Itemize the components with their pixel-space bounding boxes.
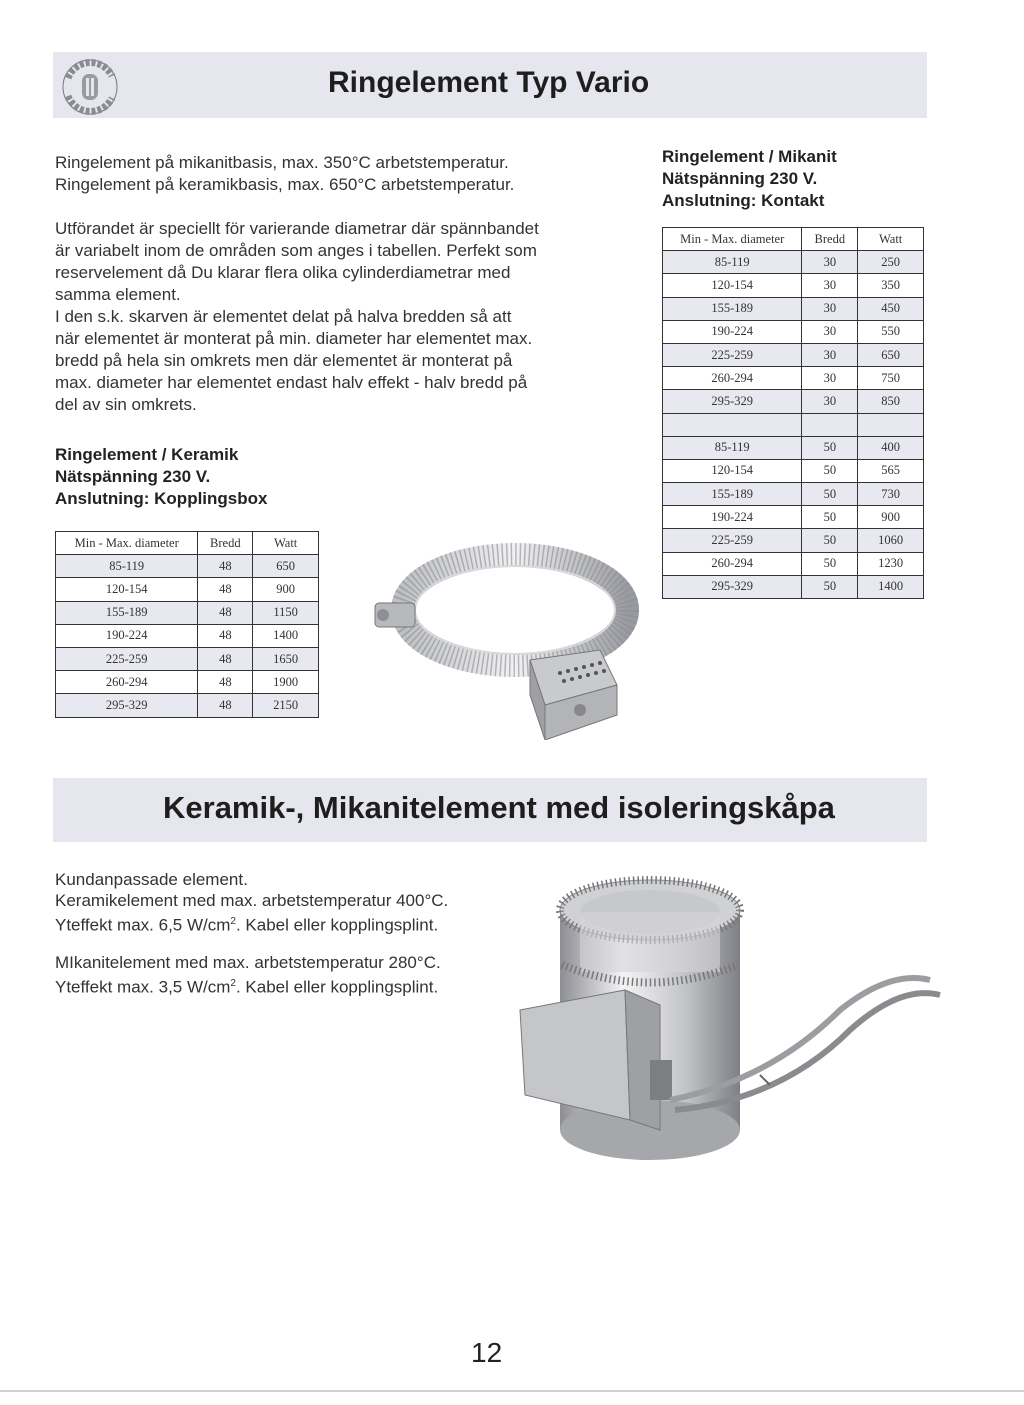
cell-diameter: 120-154 [663,274,802,297]
cell-diameter: 155-189 [663,297,802,320]
cell-watt: 1060 [858,529,924,552]
section-title: Keramik-, Mikanitelement med isoleringskåpa [163,790,835,825]
cell-bredd: 30 [802,320,858,343]
cell-bredd: 48 [198,624,253,647]
mikanit-heading-line: Ringelement / Mikanit [662,147,837,166]
cell-diameter: 260-294 [663,367,802,390]
section2-line [55,911,448,936]
body-line: I den s.k. skarven är elementet delat på halva bredden så att [55,307,512,326]
cell-diameter: 260-294 [663,552,802,575]
cell-bredd: 30 [802,390,858,413]
table-row [663,506,924,529]
body-line: Utförandet är speciellt för varierande diametrar där spännbandet [55,219,539,238]
section2-line-text: Yteffekt max. 6,5 W/cm [55,915,231,935]
cell-watt: 650 [858,343,924,366]
cell-watt: 350 [858,274,924,297]
table-row [663,575,924,598]
table-header-row [663,228,924,251]
cell-watt: 900 [253,578,319,601]
cell-bredd: 30 [802,367,858,390]
cell-bredd: 48 [198,578,253,601]
cell-bredd: 30 [802,343,858,366]
cell-diameter: 120-154 [56,578,198,601]
page-number: 12 [471,1337,503,1368]
cell-bredd: 48 [198,694,253,717]
section2-line-text: . Kabel eller kopplingsplint. [235,977,439,997]
body-line: samma element. [55,285,181,304]
body-line: reservelement då Du klarar flera olika cylinderdiametrar med [55,263,511,282]
column-header: Min - Max. diameter [663,228,802,251]
keramik-table [55,531,319,718]
cell-watt: 400 [858,436,924,459]
cell-bredd: 50 [802,436,858,459]
table-row [663,552,924,575]
column-header: Watt [858,228,924,251]
cell-diameter: 295-329 [663,390,802,413]
footer-rule [0,1390,1024,1392]
cell-watt: 730 [858,483,924,506]
page-title: Ringelement Typ Vario [328,66,650,99]
cell-diameter: 295-329 [56,694,198,717]
keramik-heading-line: Nätspänning 230 V. [55,467,211,486]
keramik-heading [55,444,267,510]
cell-watt: 1150 [253,601,319,624]
cell-diameter: 225-259 [663,343,802,366]
section2-line [55,973,448,998]
cell-watt: 750 [858,367,924,390]
cell-diameter: 225-259 [663,529,802,552]
table-row [663,297,924,320]
cell-watt: 2150 [253,694,319,717]
section2-line-text: Yteffekt max. 3,5 W/cm [55,977,231,997]
body-line: när elementet är monterat på min. diameter har elementet max. [55,329,533,348]
cell-watt: 650 [253,555,319,578]
table-row [663,274,924,297]
cell-bredd: 48 [198,555,253,578]
table-row [663,251,924,274]
table-row [56,578,319,601]
cell-watt: 1900 [253,671,319,694]
mikanit-heading-line: Anslutning: Kontakt [662,191,825,210]
cell-diameter: 85-119 [663,251,802,274]
cell-watt: 1400 [253,624,319,647]
keramik-heading-line: Anslutning: Kopplingsbox [55,489,268,508]
table-row [56,671,319,694]
table-row [663,367,924,390]
cell-diameter: 85-119 [56,555,198,578]
cell-bredd: 50 [802,552,858,575]
keramik-heading-line: Ringelement / Keramik [55,445,239,464]
section2-line: Kundanpassade element. [55,870,248,889]
intro-line-2: Ringelement på keramikbasis, max. 650°C arbetstemperatur. [55,175,515,194]
cell-diameter: 295-329 [663,575,802,598]
table-row [663,390,924,413]
cell-bredd: 30 [802,297,858,320]
cell-bredd: 48 [198,647,253,670]
cell-watt: 1400 [858,575,924,598]
intro-line-1: Ringelement på mikanitbasis, max. 350°C arbetstemperatur. [55,153,509,172]
mikanit-heading [662,146,837,212]
cell-diameter: 155-189 [56,601,198,624]
cell-bredd: 50 [802,459,858,482]
cell-watt: 550 [858,320,924,343]
table-row [663,343,924,366]
cell-watt: 900 [858,506,924,529]
body-line: max. diameter har elementet endast halv effekt - halv bredd på [55,373,528,392]
cell-bredd: 48 [198,671,253,694]
cell-diameter: 225-259 [56,647,198,670]
superscript: 2 [230,916,236,927]
section2-line: Keramikelement med max. arbetstemperatur 400°C. [55,891,449,910]
column-header: Watt [253,532,319,555]
cell-diameter: 155-189 [663,483,802,506]
section2-line: MIkanitelement med max. arbetstemperatur 280°C. [55,952,441,972]
cell-watt: 1650 [253,647,319,670]
cell-watt: 1230 [858,552,924,575]
body-line: är variabelt inom de områden som anges i tabellen. Perfekt som [55,241,537,260]
table-row [663,529,924,552]
table-row [56,694,319,717]
mikanit-heading-line: Nätspänning 230 V. [662,169,818,188]
column-header: Min - Max. diameter [56,532,198,555]
table-row [56,555,319,578]
cell-diameter: 260-294 [56,671,198,694]
column-header: Bredd [802,228,858,251]
cell-diameter: 190-224 [663,506,802,529]
elvarme-logo [56,56,124,118]
cell-watt: 565 [858,459,924,482]
cell-bredd: 50 [802,529,858,552]
table-row [663,459,924,482]
column-header: Bredd [198,532,253,555]
cell-bredd: 50 [802,506,858,529]
cell-diameter: 190-224 [663,320,802,343]
cell-diameter: 120-154 [663,459,802,482]
table-row [663,483,924,506]
insulated-heater-photo [510,870,950,1200]
mikanit-table [662,227,924,599]
body-line: del av sin omkrets. [55,395,197,414]
cell-bredd: 48 [198,601,253,624]
section2-line-text: . Kabel eller kopplingsplint. [235,915,439,935]
cell-bredd: 50 [802,575,858,598]
cell-bredd: 50 [802,483,858,506]
table-row [56,624,319,647]
table-row [663,320,924,343]
table-row [56,601,319,624]
superscript: 2 [230,977,236,989]
cell-bredd: 30 [802,274,858,297]
cell-bredd: 30 [802,251,858,274]
body-line: bredd på hela sin omkrets men där elementet är monterat på [55,351,513,370]
table-row [663,436,924,459]
ring-element-photo [355,535,645,740]
cell-watt: 250 [858,251,924,274]
cell-watt: 450 [858,297,924,320]
cell-watt: 850 [858,390,924,413]
section2-text [55,869,448,997]
cell-diameter: 190-224 [56,624,198,647]
table-spacer-row [663,413,924,436]
table-header-row [56,532,319,555]
intro-body [55,218,615,416]
table-row [56,647,319,670]
cell-diameter: 85-119 [663,436,802,459]
